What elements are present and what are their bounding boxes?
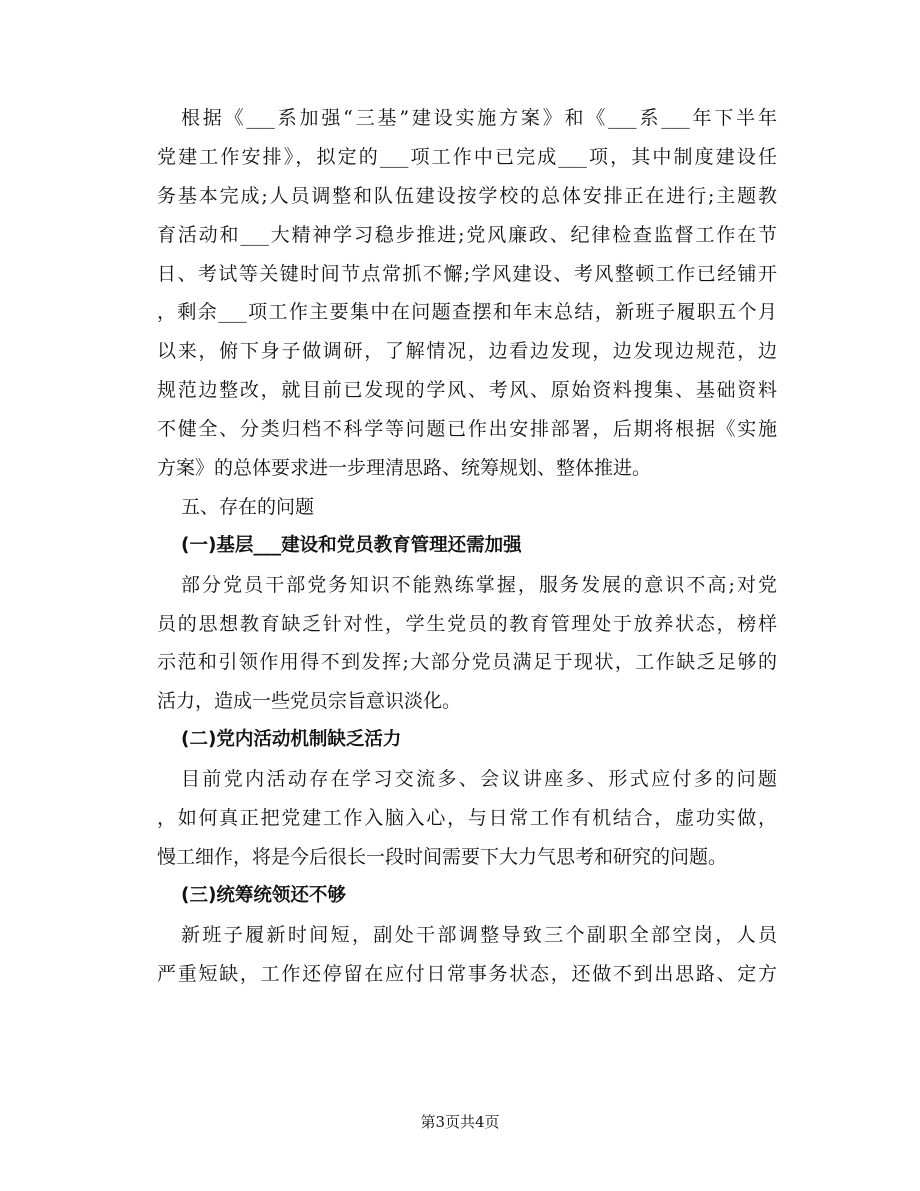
page-number: 第3页共4页 <box>420 1113 500 1131</box>
text-line: 党建工作安排》，拟定的___项工作中已完成___项，其中制度建设任 <box>157 145 777 168</box>
text-line: ，剩余___项工作主要集中在问题查摆和年末总结，新班子履职五个月 <box>157 301 777 324</box>
text-line: 慢工细作，将是今后很长一段时间需要下大力气思考和研究的问题。 <box>157 845 728 868</box>
text-line: 务基本完成;人员调整和队伍建设按学校的总体安排正在进行;主题教 <box>157 184 777 207</box>
subsection-heading: (三)统筹统领还不够 <box>181 884 346 906</box>
text-line: 以来，俯下身子做调研，了解情况，边看边发现，边发现边规范，边 <box>157 340 777 363</box>
subsection-heading: (一)基层___建设和党员教育管理还需加强 <box>181 534 522 556</box>
text-line: 规范边整改，就目前已发现的学风、考风、原始资料搜集、基础资料 <box>157 379 777 402</box>
text-line: 严重短缺，工作还停留在应付日常事务状态，还做不到出思路、定方 <box>157 962 777 985</box>
text-line: 部分党员干部党务知识不能熟练掌握，服务发展的意识不高;对党 <box>181 573 777 596</box>
text-line: 方案》的总体要求进一步理清思路、统筹规划、整体推进。 <box>157 457 652 480</box>
text-line: 示范和引领作用得不到发挥;大部分党员满足于现状，工作缺乏足够的 <box>157 651 777 674</box>
text-line: ，如何真正把党建工作入脑入心，与日常工作有机结合，虚功实做， <box>157 807 777 830</box>
document-body <box>157 99 777 993</box>
text-line: 新班子履新时间短，副处干部调整导致三个副职全部空岗，人员 <box>181 923 777 946</box>
paragraph <box>157 760 777 877</box>
section-heading: 五、存在的问题 <box>181 495 315 518</box>
text-line: 员的思想教育缺乏针对性，学生党员的教育管理处于放养状态，榜样 <box>157 612 777 635</box>
paragraph <box>157 99 777 488</box>
paragraph <box>157 566 777 722</box>
text-line: 根据《___系加强“三基”建设实施方案》和《___系___年下半年 <box>181 107 777 129</box>
paragraph <box>157 916 777 994</box>
text-line: 活力，造成一些党员宗旨意识淡化。 <box>157 690 462 713</box>
subsection-heading: (二)党内活动机制缺乏活力 <box>181 729 402 751</box>
text-line: 日、考试等关键时间节点常抓不懈;学风建设、考风整顿工作已经铺开 <box>157 262 777 285</box>
text-line: 目前党内活动存在学习交流多、会议讲座多、形式应付多的问题 <box>181 768 777 791</box>
text-line: 育活动和___大精神学习稳步推进;党风廉政、纪律检查监督工作在节 <box>157 223 777 246</box>
text-line: 不健全、分类归档不科学等问题已作出安排部署，后期将根据《实施 <box>157 418 777 441</box>
